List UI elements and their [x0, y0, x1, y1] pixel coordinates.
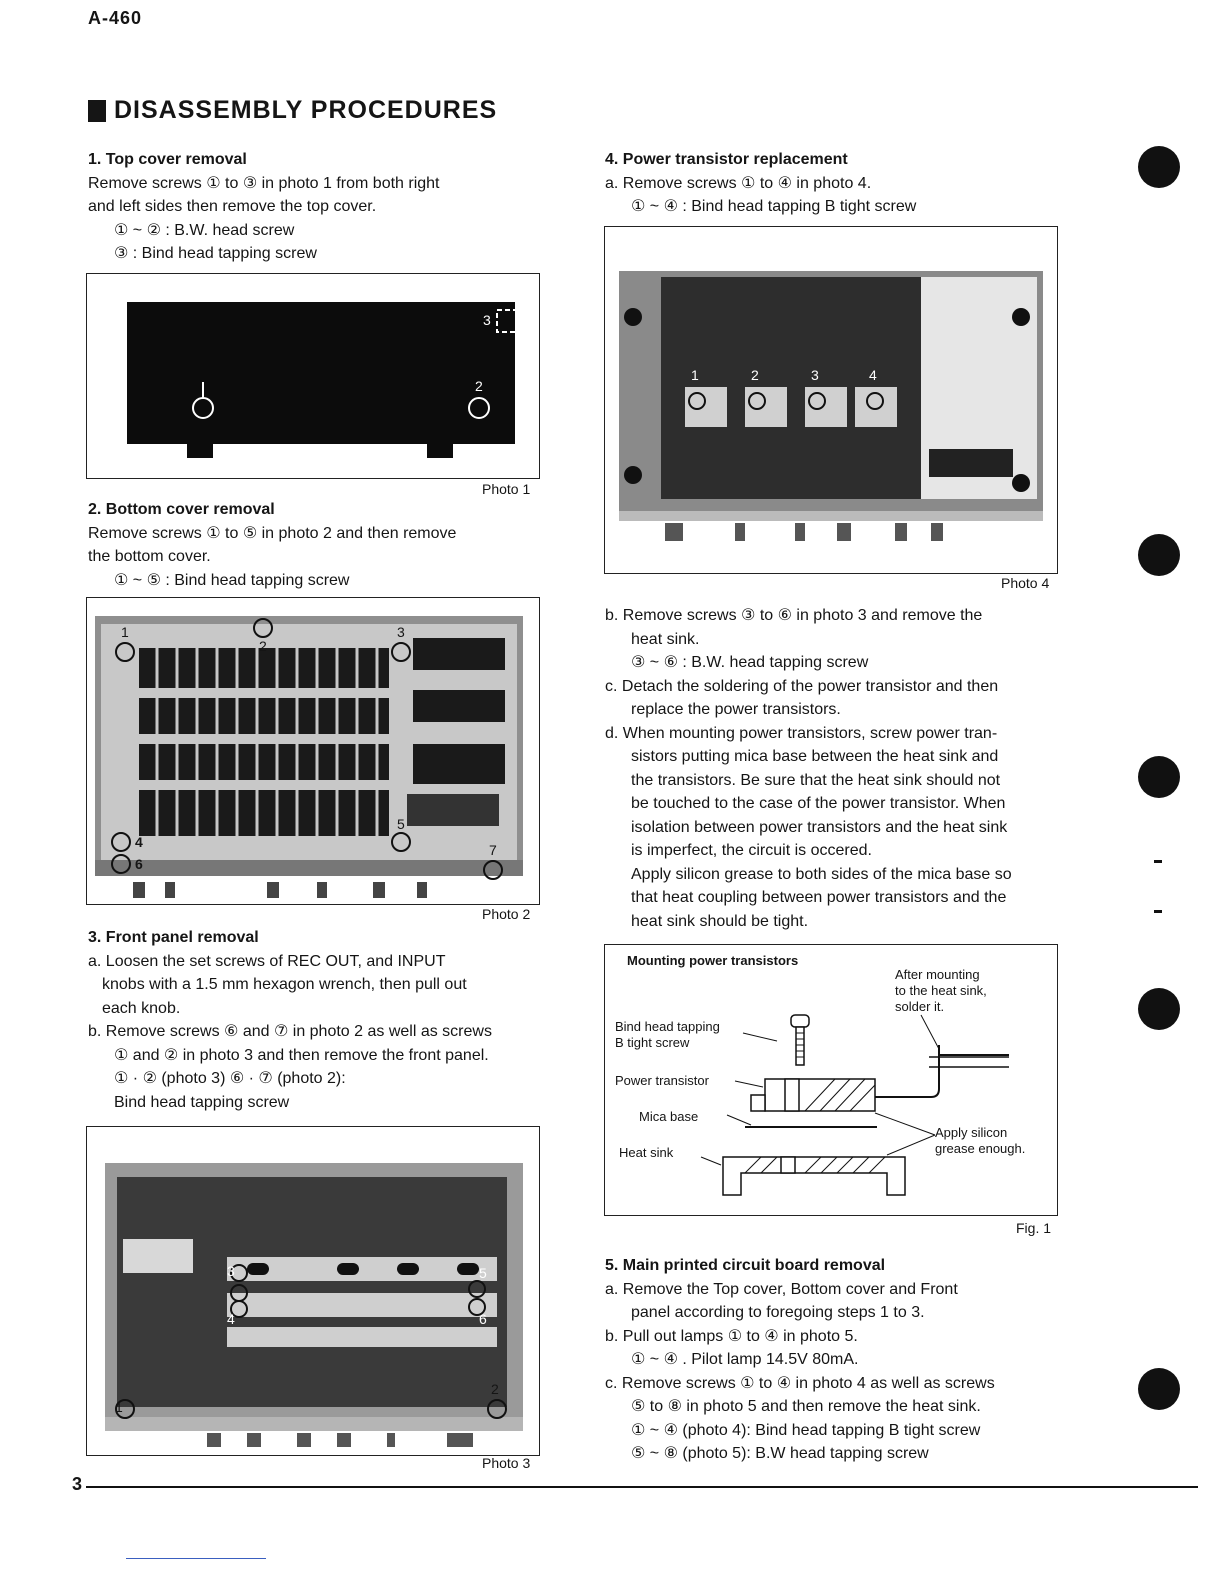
text-line: that heat coupling between power transistors and the: [631, 889, 1007, 906]
photo-label: 6: [135, 856, 143, 872]
binder-hole-icon: [1138, 146, 1180, 188]
photo-label: 5: [397, 816, 405, 832]
registration-mark-icon: [1154, 860, 1162, 863]
section-3-title: 3. Front panel removal: [88, 929, 259, 946]
photo-label: 3: [811, 367, 819, 383]
photo-label: 3: [397, 624, 405, 640]
text-line: panel according to foregoing steps 1 to 3.: [631, 1304, 925, 1321]
text-line: ① and ② in photo 3 and then remove the front panel.: [114, 1046, 489, 1064]
photo-4-caption: Photo 4: [1001, 575, 1050, 591]
section-4-title: 4. Power transistor replacement: [605, 151, 848, 168]
section-2-title: 2. Bottom cover removal: [88, 501, 275, 518]
text-line: ⑤ to ⑧ in photo 5 and then remove the heat sink.: [631, 1398, 981, 1415]
figure-label: After mounting: [895, 967, 980, 982]
text-line: a. Loosen the set screws of REC OUT, and INPUT: [88, 952, 446, 970]
text-line: the transistors. Be sure that the heat sink should not: [631, 771, 1001, 789]
text-line: ⑤ ~ ⑧ (photo 5): B.W head tapping screw: [631, 1445, 929, 1462]
figure-label: Bind head tapping: [615, 1019, 720, 1034]
text-line: each knob.: [102, 999, 181, 1017]
photo-2: [86, 597, 540, 905]
photo-4: [604, 226, 1058, 574]
heading-square-icon: [88, 100, 106, 122]
photo-label: 1: [121, 624, 129, 640]
photo-4-image: [605, 227, 1057, 573]
figure-label: Heat sink: [619, 1145, 674, 1160]
section-5: [605, 1254, 1059, 1466]
text-line: b. Pull out lamps ① to ④ in photo 5.: [605, 1327, 858, 1345]
text-line: ① · ② (photo 3) ⑥ · ⑦ (photo 2):: [114, 1070, 346, 1087]
figure-label: solder it.: [895, 999, 945, 1014]
photo-label: 2: [259, 638, 267, 654]
photo-label: 1: [115, 1399, 123, 1415]
text-line: ③ : Bind head tapping screw: [114, 245, 317, 262]
text-line: ① ~ ④ . Pilot lamp 14.5V 80mA.: [631, 1351, 859, 1368]
figure-label: Apply silicon: [935, 1125, 1008, 1140]
text-line: Remove screws ① to ⑤ in photo 2 and then remove: [88, 524, 457, 542]
binder-hole-icon: [1138, 988, 1180, 1030]
photo-1: [86, 273, 540, 479]
text-line: ③ ~ ⑥ : B.W. head tapping screw: [631, 654, 869, 671]
photo-1-image: [87, 274, 539, 478]
text-line: c. Detach the soldering of the power transistor and then: [605, 677, 999, 695]
photo-label: 3: [227, 1263, 235, 1279]
binder-hole-icon: [1138, 534, 1180, 576]
text-line: ① ~ ⑤ : Bind head tapping screw: [114, 571, 350, 589]
section-4-continued: [605, 604, 1059, 933]
photo-3-caption: Photo 3: [482, 1455, 531, 1471]
text-line: Apply silicon grease to both sides of the mica base so: [631, 865, 1012, 883]
text-line: knobs with a 1.5 mm hexagon wrench, then pull out: [102, 976, 467, 993]
section-heading: [88, 96, 497, 125]
photo-label: 2: [751, 367, 759, 383]
text-line: a. Remove screws ① to ④ in photo 4.: [605, 174, 872, 192]
text-line: b. Remove screws ⑥ and ⑦ in photo 2 as well as screws: [88, 1023, 492, 1040]
section-4: [605, 148, 1061, 219]
photo-label: 5: [479, 1265, 487, 1281]
text-line: heat sink.: [631, 630, 700, 648]
text-line: replace the power transistors.: [631, 701, 841, 718]
text-line: and left sides then remove the top cover.: [88, 198, 377, 215]
text-line: a. Remove the Top cover, Bottom cover and Front: [605, 1280, 958, 1298]
text-line: isolation between power transistors and the heat sink: [631, 818, 1008, 836]
footer-rule: [86, 1486, 1198, 1488]
photo-label: 4: [135, 834, 143, 850]
text-line: heat sink should be tight.: [631, 912, 809, 930]
bottom-link-underline: [126, 1558, 266, 1559]
text-line: ① ~ ④ : Bind head tapping B tight screw: [631, 198, 917, 215]
binder-hole-icon: [1138, 756, 1180, 798]
photo-1-caption: Photo 1: [482, 481, 531, 497]
photo-label: 2: [491, 1381, 499, 1397]
photo-label: 3: [483, 312, 491, 328]
page-number: 3: [72, 1474, 83, 1494]
model-number: A-460: [88, 8, 143, 28]
registration-mark-icon: [1154, 910, 1162, 913]
text-line: ① ~ ② : B.W. head screw: [114, 221, 295, 239]
section-title: DISASSEMBLY PROCEDURES: [114, 96, 498, 124]
photo-label: 4: [869, 367, 877, 383]
figure-label: Mica base: [639, 1109, 699, 1124]
photo-label: 4: [227, 1311, 235, 1327]
figure-label: to the heat sink,: [895, 983, 987, 998]
photo-label: 6: [479, 1311, 487, 1327]
text-line: ① ~ ④ (photo 4): Bind head tapping B tight screw: [631, 1421, 981, 1439]
photo-2-caption: Photo 2: [482, 906, 531, 922]
section-5-title: 5. Main printed circuit board removal: [605, 1257, 886, 1274]
figure-label: Power transistor: [615, 1073, 709, 1088]
photo-2-image: [87, 598, 539, 904]
figure-1: [604, 944, 1058, 1216]
figure-label: B tight screw: [615, 1035, 690, 1050]
text-line: c. Remove screws ① to ④ in photo 4 as well as screws: [605, 1374, 995, 1392]
photo-label: 1: [691, 367, 699, 383]
photo-label: 2: [475, 378, 483, 394]
figure-1-caption: Fig. 1: [1016, 1220, 1052, 1236]
text-line: sistors putting mica base between the heat sink and: [631, 748, 999, 765]
photo-3-image: [87, 1127, 539, 1455]
section-1-title: 1. Top cover removal: [88, 151, 247, 168]
figure-label: grease enough.: [935, 1141, 1026, 1156]
text-line: d. When mounting power transistors, screw power tran-: [605, 724, 998, 742]
text-line: the bottom cover.: [88, 548, 211, 565]
section-3: [88, 926, 544, 1114]
text-line: be touched to the case of the power transistor. When: [631, 795, 1006, 812]
text-line: is imperfect, the circuit is occered.: [631, 842, 872, 859]
text-line: b. Remove screws ③ to ⑥ in photo 3 and remove the: [605, 607, 983, 624]
section-1: [88, 148, 542, 266]
figure-1-title: Mounting power transistors: [627, 953, 799, 968]
section-2: [88, 498, 542, 592]
binder-hole-icon: [1138, 1368, 1180, 1410]
text-line: Remove screws ① to ③ in photo 1 from both right: [88, 174, 440, 192]
photo-3: [86, 1126, 540, 1456]
photo-label: 7: [489, 842, 497, 858]
text-line: Bind head tapping screw: [114, 1093, 290, 1111]
